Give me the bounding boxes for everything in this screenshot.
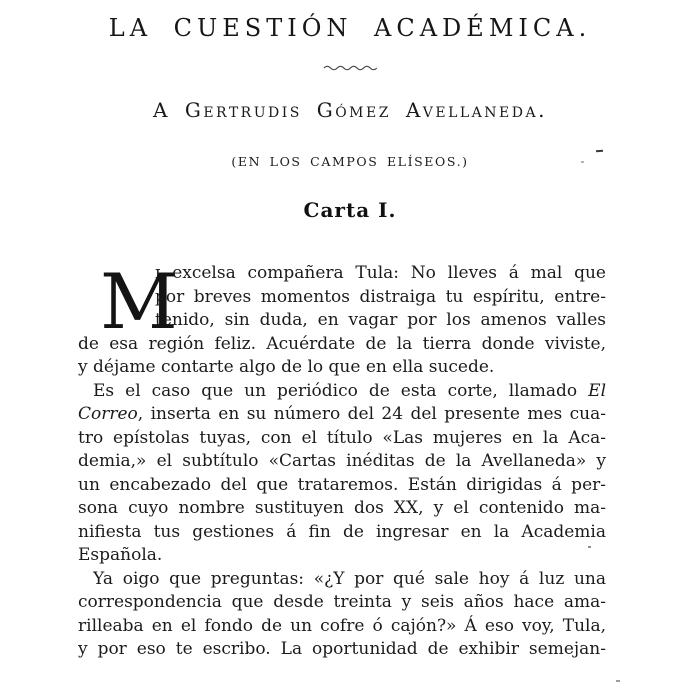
scan-speck bbox=[616, 680, 620, 682]
location-line: (EN LOS CAMPOS ELÍSEOS.) bbox=[231, 154, 469, 169]
text-line: nifiesta tus gestiones á fin de ingresar en la Academia bbox=[78, 521, 606, 542]
text-line: por breves momentos distraiga tu espíritu, entre- bbox=[155, 286, 606, 307]
scan-speck bbox=[581, 161, 584, 163]
text-line bbox=[78, 403, 606, 427]
text-line: demia,» el subtítulo «Cartas inéditas de la Avellaneda» y bbox=[78, 451, 606, 471]
text-line: tro epístolas tuyas, con el título «Las mujeres en la Aca- bbox=[78, 427, 606, 448]
text-line: correspondencia que desde treinta y seis años hace ama- bbox=[78, 592, 606, 612]
page-title: LA CUESTIÓN ACADÉMICA. bbox=[108, 14, 592, 42]
text-line: un encabezado del que trataremos. Están dirigidas á per- bbox=[78, 474, 606, 495]
italic-text-segment: Correo bbox=[78, 404, 138, 424]
scan-speck bbox=[588, 546, 591, 548]
italic-text-segment: El bbox=[588, 380, 607, 401]
paragraph-2 bbox=[78, 380, 606, 568]
drop-cap: M bbox=[100, 257, 178, 346]
text-line: Ya oigo que preguntas: «¿Y por qué sale hoy á luz una bbox=[93, 568, 606, 589]
wavy-divider-icon bbox=[0, 57, 700, 76]
text-line: y déjame contarte algo de lo que en ella sucede. bbox=[78, 357, 495, 377]
text-line: ɪ excelsa compañera Tula: No lleves á mal que bbox=[155, 263, 606, 283]
text-line: de esa región feliz. Acuérdate de la tierra donde viviste, bbox=[78, 333, 606, 354]
paragraph-3 bbox=[78, 568, 606, 662]
section-heading: Carta I. bbox=[303, 198, 397, 222]
text-line: sona cuyo nombre sustituyen dos XX, y el contenido ma- bbox=[78, 498, 606, 518]
text-line: tenido, sin duda, en vagar por los amenos valles bbox=[155, 310, 606, 330]
dedication-line: A Gertrudis Gómez Avellaneda. bbox=[153, 98, 547, 122]
text-segment: Es el caso que un periódico de esta corte, llamado bbox=[93, 380, 578, 401]
scan-speck bbox=[596, 150, 603, 152]
text-line bbox=[78, 380, 606, 404]
text-line: Española. bbox=[78, 545, 163, 565]
text-line: rilleaba en el fondo de un cofre ó cajón?» Á eso voy, Tula, bbox=[78, 615, 606, 636]
text-line: y por eso te escribo. La oportunidad de exhibir semejan- bbox=[78, 639, 606, 659]
letter-body bbox=[78, 257, 607, 662]
text-segment: , inserta en su número del 24 del presente mes cua- bbox=[137, 404, 606, 424]
